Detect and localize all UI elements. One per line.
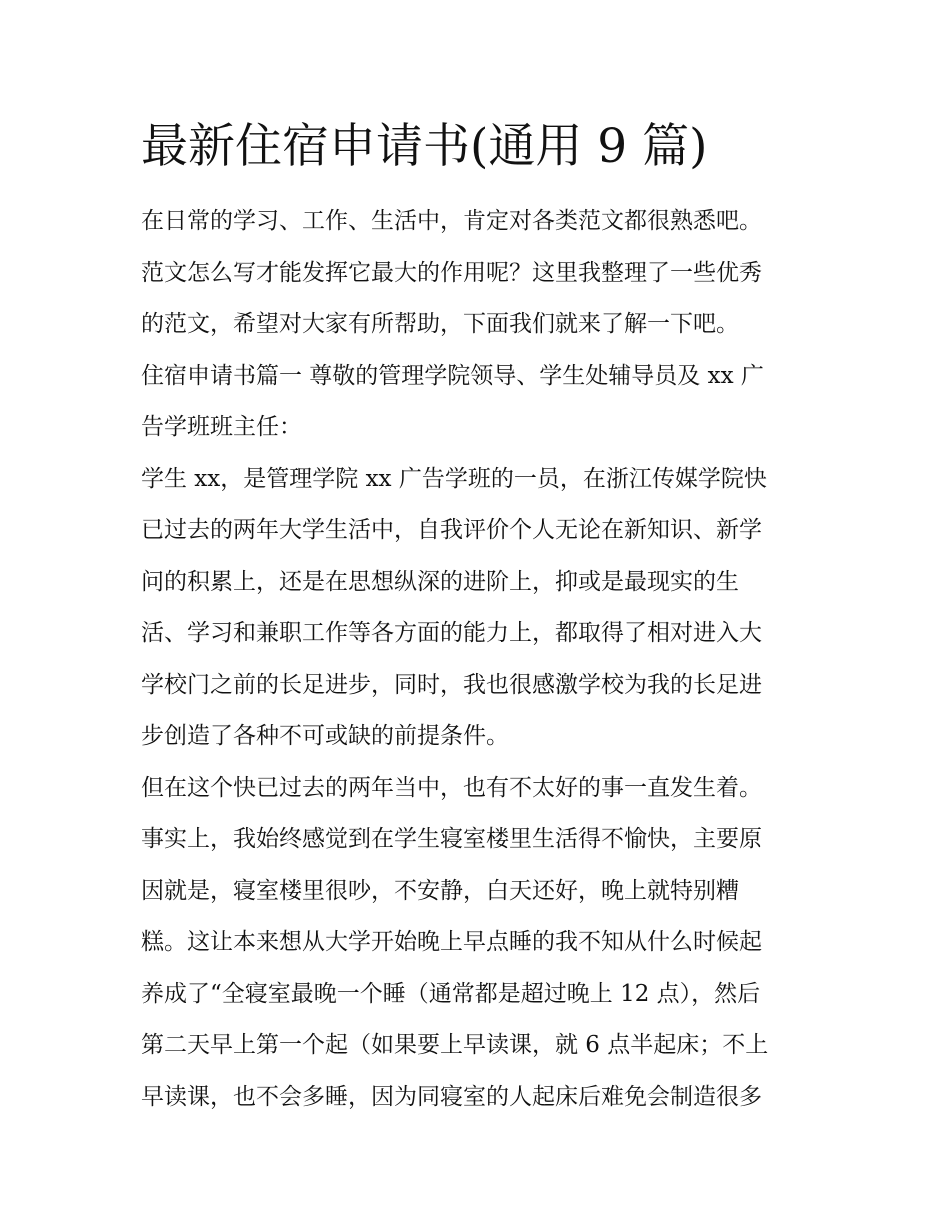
- body-line: 已过去的两年大学生活中，自我评价个人无论在新知识、新学: [141, 517, 762, 543]
- body-line: 但在这个快已过去的两年当中，也有不太好的事一直发生着。: [141, 774, 762, 801]
- body-line: 糕。这让本来想从大学开始晚上早点睡的我不知从什么时候起: [141, 929, 762, 955]
- body-line: 在日常的学习、工作、生活中，肯定对各类范文都很熟悉吧。: [141, 208, 762, 234]
- body-line: 住宿申请书篇一 尊敬的管理学院领导、学生处辅导员及 xx 广: [141, 362, 764, 389]
- body-line: 范文怎么写才能发挥它最大的作用呢？这里我整理了一些优秀: [141, 259, 762, 286]
- body-line: 活、学习和兼职工作等各方面的能力上，都取得了相对进入大: [141, 620, 762, 646]
- body-line: 步创造了各种不可或缺的前提条件。: [141, 723, 509, 749]
- body-line: 事实上，我始终感觉到在学生寝室楼里生活得不愉快，主要原: [141, 826, 762, 852]
- document-title: 最新住宿申请书(通用 9 篇): [141, 119, 708, 174]
- body-line: 告学班班主任：: [141, 414, 302, 440]
- body-line: 学校门之前的长足进步，同时，我也很感激学校为我的长足进: [141, 671, 762, 698]
- body-line: 的范文，希望对大家有所帮助，下面我们就来了解一下吧。: [141, 311, 739, 337]
- body-line: 问的积累上，还是在思想纵深的进阶上，抑或是最现实的生: [141, 568, 739, 595]
- body-line: 学生 xx，是管理学院 xx 广告学班的一员，在浙江传媒学院快: [141, 465, 767, 492]
- body-line: 早读课，也不会多睡，因为同寝室的人起床后难免会制造很多: [141, 1083, 762, 1110]
- document-body: [141, 196, 821, 1123]
- body-line: 第二天早上第一个起（如果要上早读课，就 6 点半起床；不上: [141, 1032, 769, 1058]
- body-line: 因就是，寝室楼里很吵，不安静，白天还好，晚上就特别糟: [141, 877, 739, 904]
- body-line: 养成了“全寝室最晚一个睡（通常都是超过晚上 12 点），然后: [141, 980, 761, 1007]
